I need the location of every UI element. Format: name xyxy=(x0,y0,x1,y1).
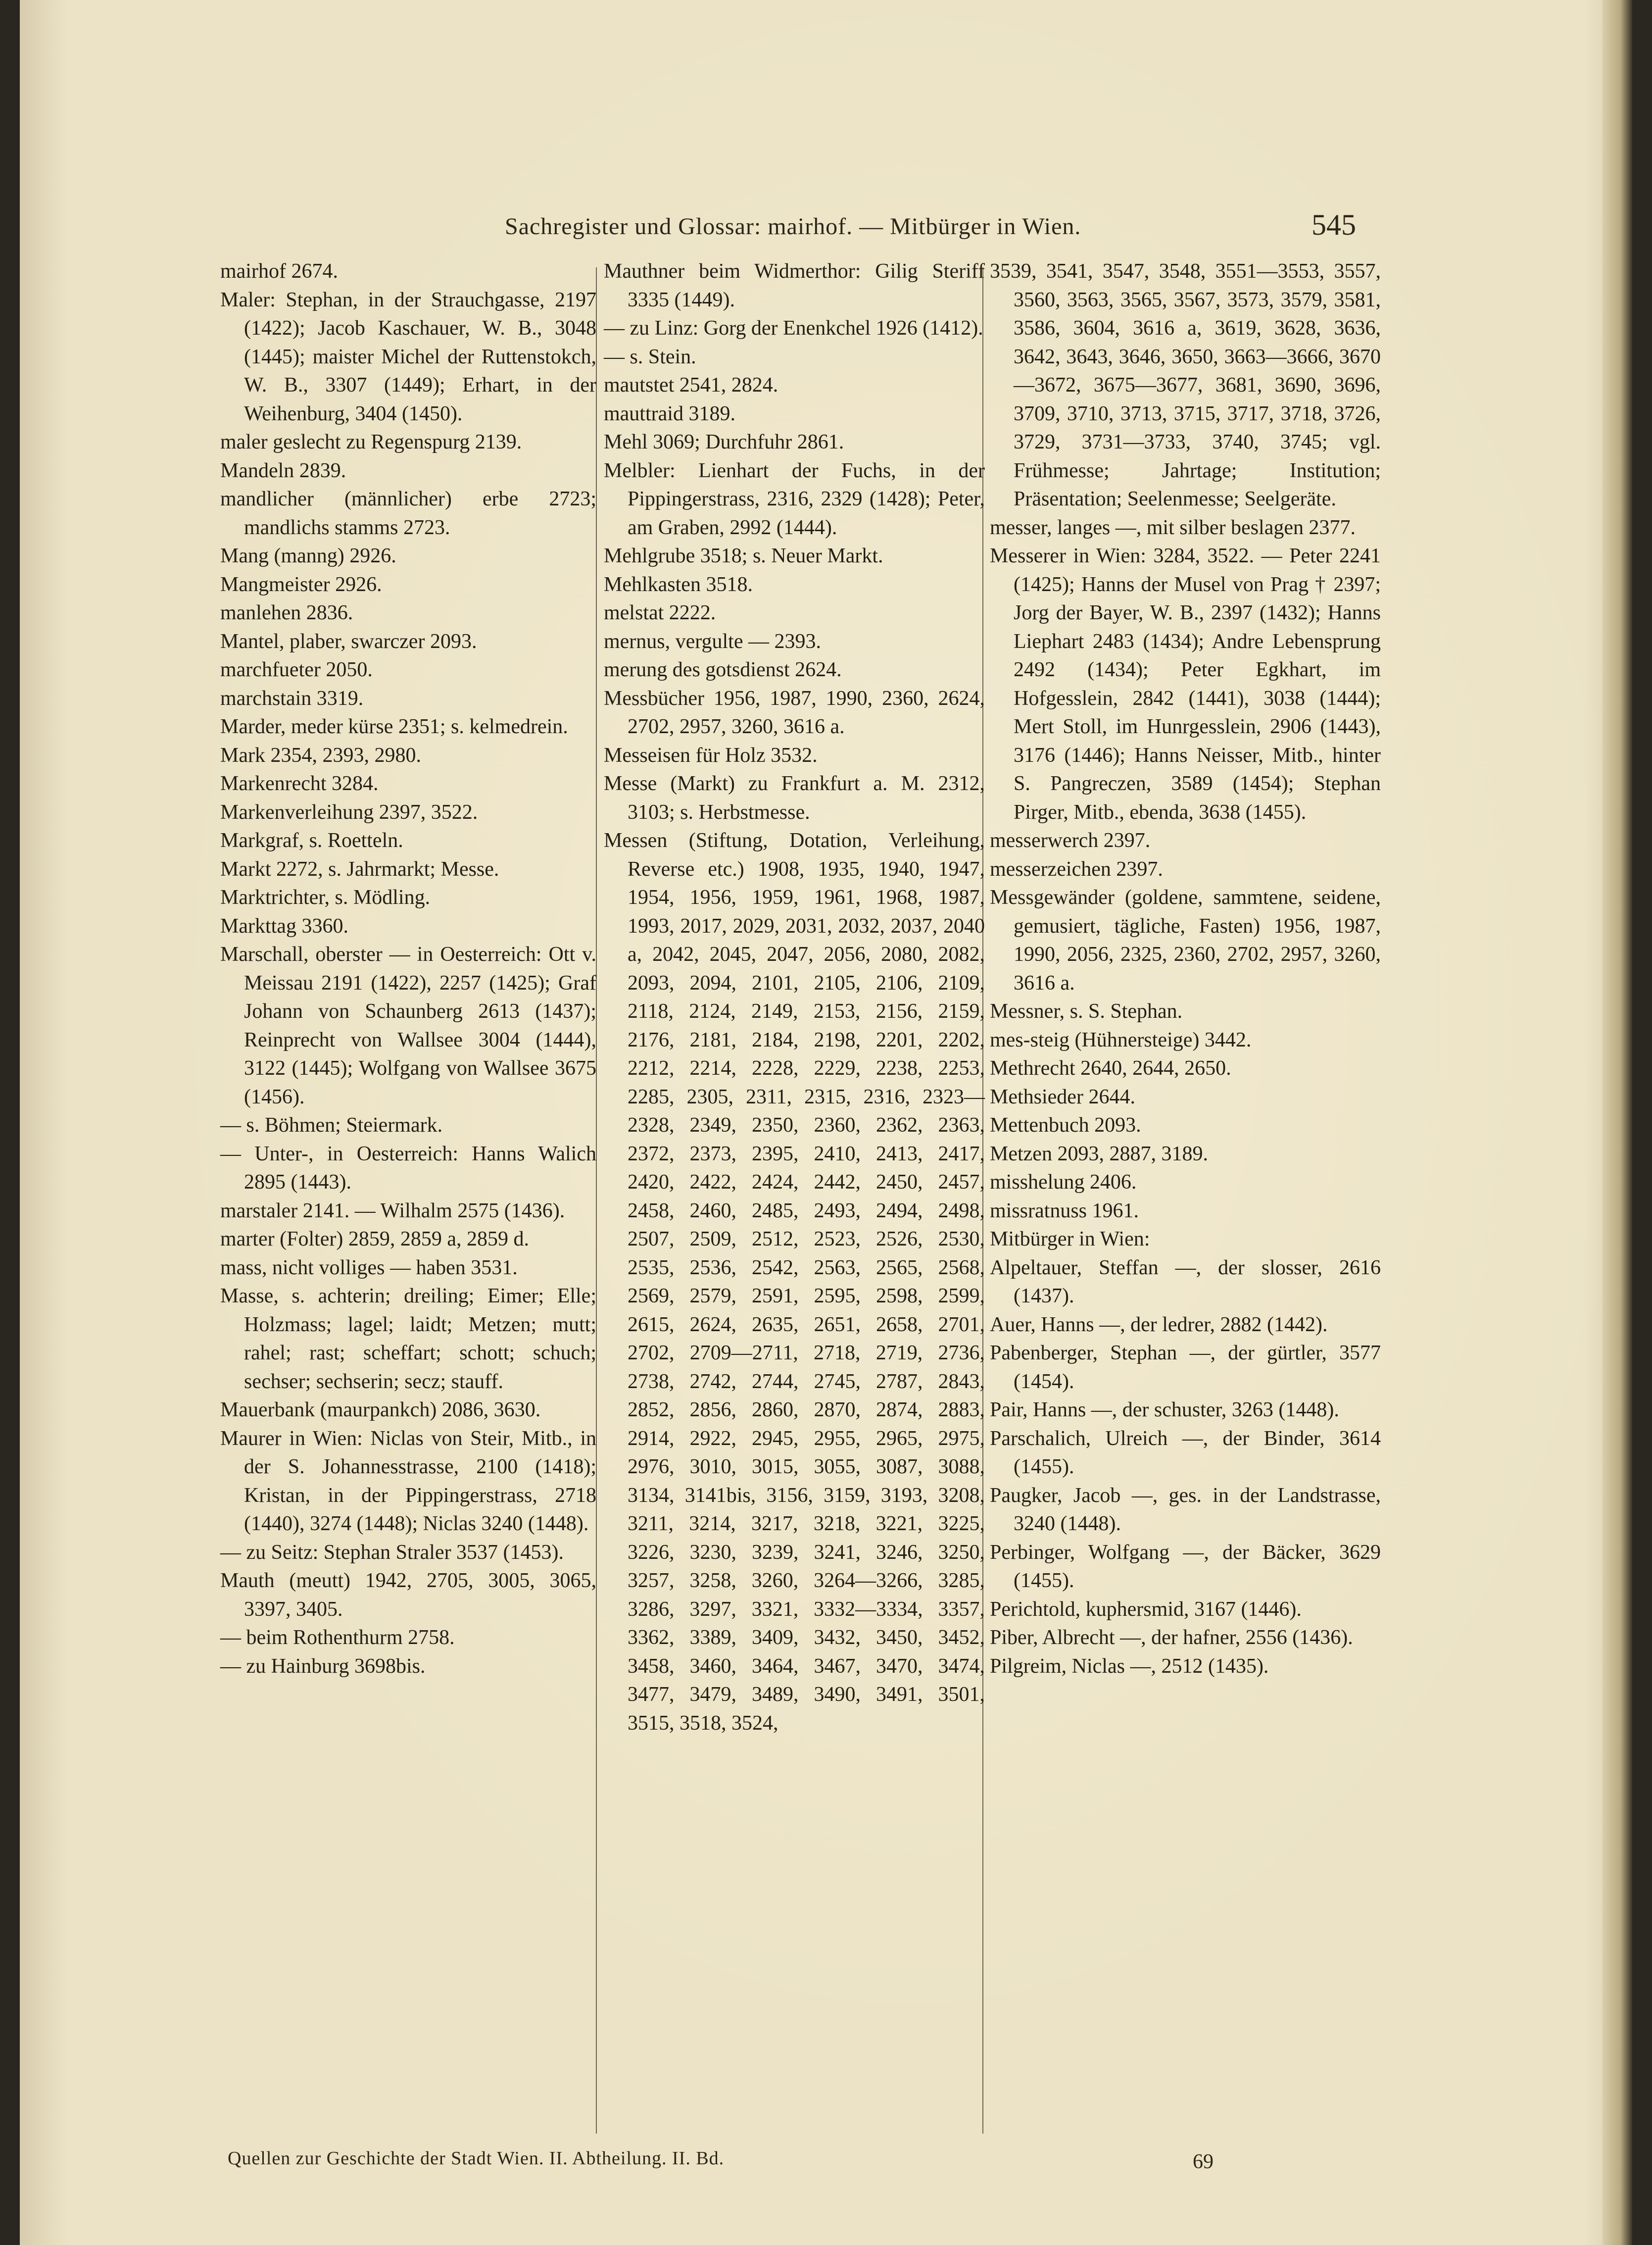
index-entry: mass, nicht volliges — haben 3531. xyxy=(220,1256,518,1279)
index-entry: — s. Böhmen; Steiermark. xyxy=(220,1114,443,1137)
index-entry: Messgewänder (goldene, sammtene, seidene, gemusiert, tägliche, Fasten) 1956, 1987, 1990, 2056, 2325, 2360, 2702, 2957, 3260, 3616 a. xyxy=(990,886,1381,995)
index-entry: Maurer in Wien: Niclas von Steir, Mitb., in der S. Johannesstrasse, 2100 (1418); Kristan, in der Pippingerstrass, 2718 (1440), 3274 (1448); Niclas 3240 (1448). xyxy=(220,1427,596,1535)
index-entry: Mettenbuch 2093. xyxy=(990,1114,1141,1137)
index-entry: Methrecht 2640, 2644, 2650. xyxy=(990,1057,1231,1080)
index-entry: Messner, s. S. Stephan. xyxy=(990,1000,1183,1023)
index-entry: Mauthner beim Widmerthor: Gilig Steriff 3335 (1449). xyxy=(604,260,985,311)
index-entry: messerzeichen 2397. xyxy=(990,857,1163,881)
index-entry: Metzen 2093, 2887, 3189. xyxy=(990,1142,1208,1165)
index-entry: marchfueter 2050. xyxy=(220,658,373,681)
index-entry: Pilgreim, Niclas —, 2512 (1435). xyxy=(990,1654,1269,1678)
index-entry: mandlicher (männlicher) erbe 2723; mandlichs stamms 2723. xyxy=(220,488,596,539)
index-entry: Marschall, oberster — in Oesterreich: Ott v. Meissau 2191 (1422), 2257 (1425); Graf Johann von Schaunberg 2613 (1437); Reinprecht von Wallsee 3004 (1444), 3122 (1445); Wolfgang von Wallsee 3675 (1456). xyxy=(220,943,596,1108)
index-entry: Pair, Hanns —, der schuster, 3263 (1448). xyxy=(990,1398,1339,1421)
index-entry: missratnuss 1961. xyxy=(990,1199,1139,1222)
index-entry: marchstain 3319. xyxy=(220,687,364,710)
index-entry: mes-steig (Hühnersteige) 3442. xyxy=(990,1028,1252,1051)
index-entry: Markenrecht 3284. xyxy=(220,772,379,795)
index-column-3 xyxy=(990,257,1381,1681)
index-entry: Mehlkasten 3518. xyxy=(604,573,753,596)
index-entry: messerwerch 2397. xyxy=(990,829,1151,852)
index-entry: Mangmeister 2926. xyxy=(220,573,382,596)
index-entry: Messeisen für Holz 3532. xyxy=(604,744,818,767)
index-entry: Mandeln 2839. xyxy=(220,459,346,482)
page-header xyxy=(20,208,1632,252)
signature-mark: 69 xyxy=(1193,2150,1214,2173)
index-entry: Pabenberger, Stephan —, der gürtler, 3577 (1454). xyxy=(990,1342,1381,1393)
index-entry: Methsieder 2644. xyxy=(990,1085,1135,1108)
index-entry: mautstet 2541, 2824. xyxy=(604,374,778,397)
index-entry: — beim Rothenthurm 2758. xyxy=(220,1626,455,1649)
index-entry: merung des gotsdienst 2624. xyxy=(604,658,842,681)
index-entry: Messbücher 1956, 1987, 1990, 2360, 2624, 2702, 2957, 3260, 3616 a. xyxy=(604,687,985,738)
index-entry: Masse, s. achterin; dreiling; Eimer; Elle; Holzmass; lagel; laidt; Metzen; mutt; rahel; rast; scheffart; schott; schuch; sechser; sechserin; secz; stauff. xyxy=(220,1285,596,1393)
index-entry: — Unter-, in Oesterreich: Hanns Walich 2895 (1443). xyxy=(220,1142,596,1194)
index-entry: marter (Folter) 2859, 2859 a, 2859 d. xyxy=(220,1228,530,1250)
index-entry: Melbler: Lienhart der Fuchs, in der Pippingerstrass, 2316, 2329 (1428); Peter, am Graben, 2992 (1444). xyxy=(604,459,985,539)
index-entry: maler geslecht zu Regenspurg 2139. xyxy=(220,431,522,453)
index-entry: — s. Stein. xyxy=(604,345,696,368)
index-entry: Messen (Stiftung, Dotation, Verleihung, Reverse etc.) 1908, 1935, 1940, 1947, 1954, 1956, 1959, 1961, 1968, 1987, 1993, 2017, 2029, 2031, 2032, 2037, 2040 a, 2042, 2045, 2047, 2056, 2080, 2082, 2093, 2094, 2101, 2105, 2106, 2109, 2118, 2124, 2149, 2153, 2156, 2159, 2176, 2181, 2184, 2198, 2201, 2202, 2212, 2214, 2228, 2229, 2238, 2253, 2285, 2305, 2311, 2315, 2316, 2323—2328, 2349, 2350, 2360, 2362, 2363, 2372, 2373, 2395, 2410, 2413, 2417, 2420, 2422, 2424, 2442, 2450, 2457, 2458, 2460, 2485, 2493, 2494, 2498, 2507, 2509, 2512, 2523, 2526, 2530, 2535, 2536, 2542, 2563, 2565, 2568, 2569, 2579, 2591, 2595, 2598, 2599, 2615, 2624, 2635, 2651, 2658, 2701, 2702, 2709—2711, 2718, 2719, 2736, 2738, 2742, 2744, 2745, 2787, 2843, 2852, 2856, 2860, 2870, 2874, 2883, 2914, 2922, 2945, 2955, 2965, 2975, 2976, 3010, 3015, 3055, 3087, 3088, 3134, 3141bis, 3156, 3159, 3193, 3208, 3211, 3214, 3217, 3218, 3221, 3225, 3226, 3230, 3239, 3241, 3246, 3250, 3257, 3258, 3260, 3264—3266, 3285, 3286, 3297, 3321, 3332—3334, 3357, 3362, 3389, 3409, 3432, 3450, 3452, 3458, 3460, 3464, 3467, 3470, 3474, 3477, 3479, 3489, 3490, 3491, 3501, 3515, 3518, 3524, xyxy=(604,829,985,1735)
index-entry: Parschalich, Ulreich —, der Binder, 3614 (1455). xyxy=(990,1427,1381,1478)
index-entry: Markenverleihung 2397, 3522. xyxy=(220,800,478,824)
index-entry: Mantel, plaber, swarczer 2093. xyxy=(220,630,477,653)
index-entry: Piber, Albrecht —, der hafner, 2556 (1436). xyxy=(990,1626,1353,1649)
index-entry: manlehen 2836. xyxy=(220,601,353,624)
index-column-1 xyxy=(220,257,596,1681)
index-entry: Auer, Hanns —, der ledrer, 2882 (1442). xyxy=(990,1313,1328,1336)
index-entry: mernus, vergulte — 2393. xyxy=(604,630,821,653)
index-entry: 3539, 3541, 3547, 3548, 3551—3553, 3557, 3560, 3563, 3565, 3567, 3573, 3579, 3581, 3586, 3604, 3616 a, 3619, 3628, 3636, 3642, 3643, 3646, 3650, 3663—3666, 3670—3672, 3675—3677, 3681, 3690, 3696, 3709, 3710, 3713, 3715, 3717, 3718, 3726, 3729, 3731—3733, 3740, 3745; vgl. Frühmesse; Jahrtage; Institution; Präsentation; Seelenmesse; Seelgeräte. xyxy=(990,260,1381,510)
index-entry: Mang (manng) 2926. xyxy=(220,545,396,567)
index-entry: Perichtold, kuphersmid, 3167 (1446). xyxy=(990,1597,1302,1621)
index-entry: Mitbürger in Wien: xyxy=(990,1228,1150,1250)
page-number: 545 xyxy=(1312,208,1356,241)
index-entry: Paugker, Jacob —, ges. in der Landstrasse, 3240 (1448). xyxy=(990,1484,1381,1535)
page-footer xyxy=(20,2147,1632,2177)
index-entry: — zu Hainburg 3698bis. xyxy=(220,1654,426,1678)
running-title: Sachregister und Glossar: mairhof. — Mitbürger in Wien. xyxy=(505,213,1081,240)
index-entry: marstaler 2141. — Wilhalm 2575 (1436). xyxy=(220,1199,565,1222)
index-column-2 xyxy=(604,257,985,1738)
index-entry: Alpeltauer, Steffan —, der slosser, 2616 (1437). xyxy=(990,1256,1381,1307)
book-page xyxy=(20,0,1632,2245)
index-entry: Mauerbank (maurpankch) 2086, 3630. xyxy=(220,1398,541,1421)
index-entry: melstat 2222. xyxy=(604,601,716,624)
index-entry: Mauth (meutt) 1942, 2705, 3005, 3065, 3397, 3405. xyxy=(220,1569,596,1621)
index-entry: Messerer in Wien: 3284, 3522. — Peter 2241 (1425); Hanns der Musel von Prag † 2397; Jorg der Bayer, W. B., 2397 (1432); Hanns Liephart 2483 (1434); Andre Lebensprung 2492 (1434); Peter Egkhart, im Hofgesslein, 2842 (1441), 3038 (1444); Mert Stoll, im Hunrgesslein, 2906 (1443), 3176 (1446); Hanns Neisser, Mitb., hinter S. Pangreczen, 3589 (1454); Stephan Pirger, Mitb., ebenda, 3638 (1455). xyxy=(990,545,1381,824)
index-entry: — zu Linz: Gorg der Enenkchel 1926 (1412). xyxy=(604,317,983,340)
index-entry: Maler: Stephan, in der Strauchgasse, 2197 (1422); Jacob Kaschauer, W. B., 3048 (1445); maister Michel der Ruttenstokch, W. B., 3307 (1449); Erhart, in der Weihenburg, 3404 (1450). xyxy=(220,288,596,425)
index-entry: Perbinger, Wolfgang —, der Bäcker, 3629 (1455). xyxy=(990,1541,1381,1592)
index-entry: Mehl 3069; Durchfuhr 2861. xyxy=(604,431,844,453)
page-edge xyxy=(1603,0,1632,2245)
index-entry: misshelung 2406. xyxy=(990,1171,1137,1194)
footer-note: Quellen zur Geschichte der Stadt Wien. II. Abtheilung. II. Bd. xyxy=(228,2148,725,2169)
index-entry: Markttag 3360. xyxy=(220,914,348,938)
index-entry: Marder, meder kürse 2351; s. kelmedrein. xyxy=(220,715,568,738)
index-entry: Markt 2272, s. Jahrmarkt; Messe. xyxy=(220,857,499,881)
index-entry: Markgraf, s. Roetteln. xyxy=(220,829,403,852)
index-entry: Mehlgrube 3518; s. Neuer Markt. xyxy=(604,545,883,567)
index-entry: mauttraid 3189. xyxy=(604,402,735,425)
index-entry: Messe (Markt) zu Frankfurt a. M. 2312, 3103; s. Herbstmesse. xyxy=(604,772,985,824)
index-entry: Mark 2354, 2393, 2980. xyxy=(220,744,421,767)
index-entry: Marktrichter, s. Mödling. xyxy=(220,886,431,909)
index-entry: mairhof 2674. xyxy=(220,260,338,283)
index-entry: — zu Seitz: Stephan Straler 3537 (1453). xyxy=(220,1541,564,1564)
index-entry: messer, langes —, mit silber beslagen 2377. xyxy=(990,516,1356,539)
